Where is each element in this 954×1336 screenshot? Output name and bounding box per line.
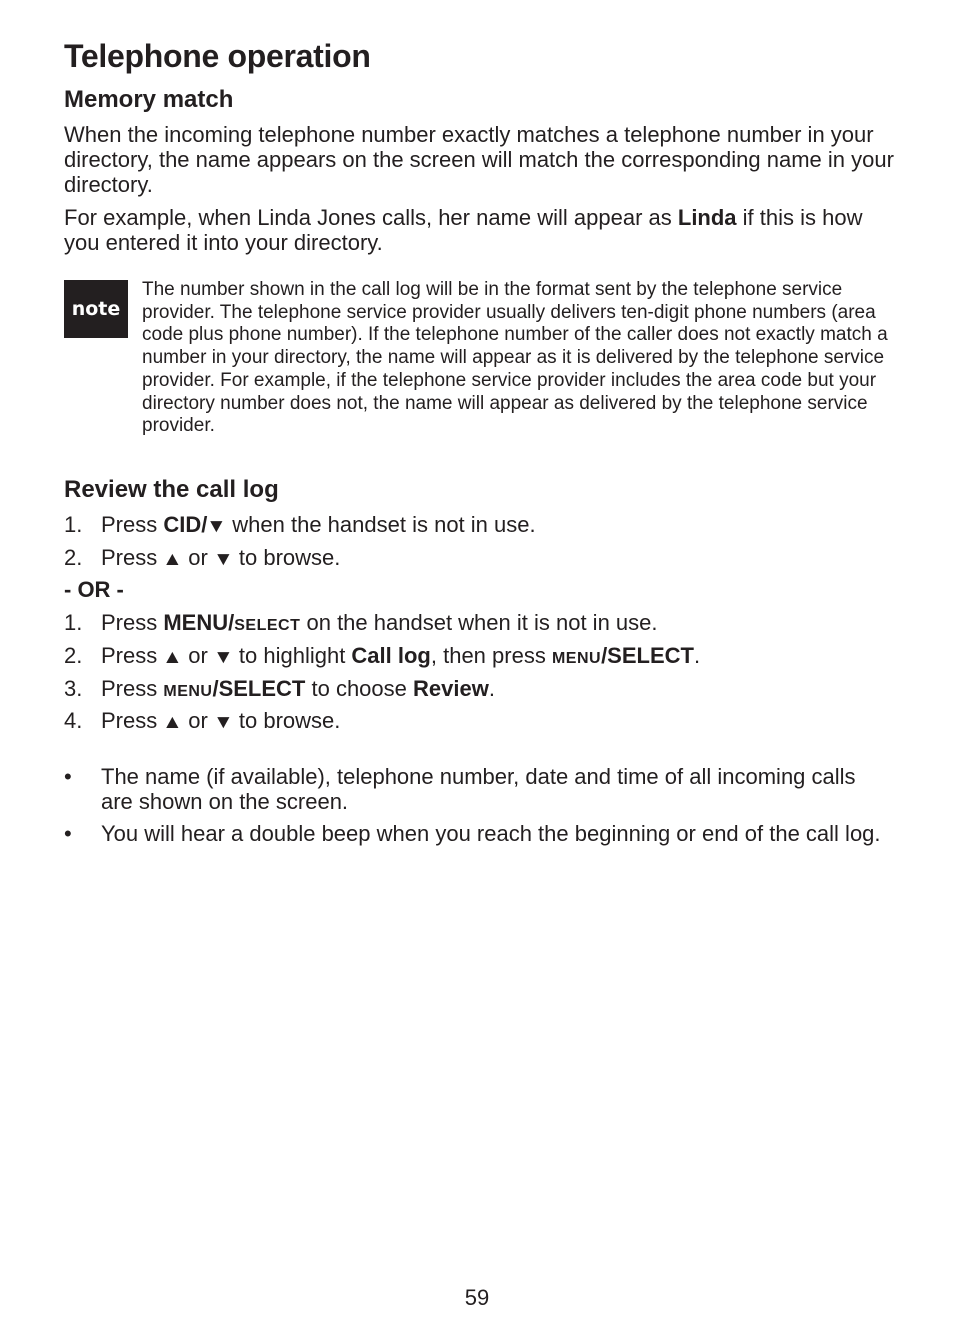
down-arrow-icon: ▼ (213, 712, 234, 733)
memory-match-heading: Memory match (64, 86, 234, 113)
down-arrow-icon: ▼ (213, 549, 234, 570)
down-arrow-icon: ▼ (213, 647, 234, 668)
note-icon: note (64, 280, 128, 338)
step-menu-1: 1. Press MENU/SELECT on the handset when it is not in use. (64, 610, 658, 635)
bullet-icon: • (64, 764, 72, 789)
step-menu-2: 2. Press ▲ or ▼ to highlight Call log, then press MENU/SELECT. (64, 643, 701, 668)
or-separator: - OR - (64, 577, 124, 602)
memory-match-paragraph-1: When the incoming telephone number exactly matches a telephone number in your directory, the name appears on the screen will match the corresponding name in your directory. (64, 122, 894, 197)
note-text: The number shown in the call log will be in the format sent by the telephone service provider. The telephone service provider usually delivers ten-digit phone numbers (area code plus phone number). If the telephone number of the caller does not exactly match a number in your directory, the name will appear as it is delivered by the telephone service provider. For example, if the telephone service provider includes the area code but your directory number does not, the name will appear as delivered by the telephone service provider. (142, 279, 888, 437)
step-menu-3: 3. Press MENU/SELECT to choose Review. (64, 676, 495, 701)
up-arrow-icon: ▲ (162, 712, 184, 733)
step-cid-2: 2. Press ▲ or ▼ to browse. (64, 545, 341, 570)
bullet-icon: • (64, 821, 72, 846)
step-cid-1: 1. Press CID/▼ when the handset is not in use. (64, 512, 536, 537)
up-arrow-icon: ▲ (162, 549, 184, 570)
memory-match-paragraph-2: For example, when Linda Jones calls, her name will appear as Linda if this is how you entered it into your directory. (64, 205, 863, 255)
step-menu-4: 4. Press ▲ or ▼ to browse. (64, 708, 341, 733)
page-title: Telephone operation (64, 38, 371, 74)
page-number: 59 (464, 1285, 490, 1310)
down-arrow-icon: ▼ (206, 516, 228, 537)
review-call-log-heading: Review the call log (64, 476, 279, 503)
up-arrow-icon: ▲ (162, 647, 184, 668)
